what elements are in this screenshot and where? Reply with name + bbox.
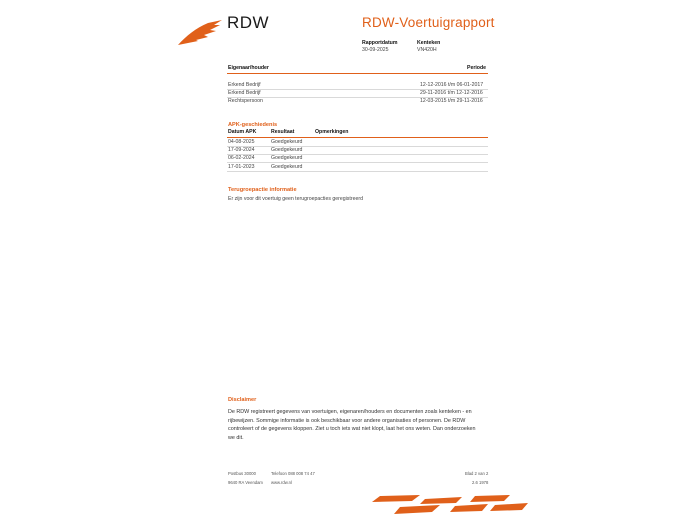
disclaimer-line-1: De RDW registreert gegevens van voertuigen, eigenaren/houders en documenten zoals kenteken - en bbox=[228, 409, 472, 415]
report-date-label: Rapportdatum bbox=[362, 40, 398, 46]
apk-remarks-column-header: Opmerkingen bbox=[315, 129, 349, 135]
apk-row-divider bbox=[227, 171, 488, 172]
footer-city: 9640 RA Veendam bbox=[228, 480, 263, 485]
apk-row-4-result: Goedgekeurd bbox=[271, 164, 303, 170]
owner-column-header: Eigenaar/houder bbox=[228, 65, 269, 71]
footer-postbus: Postbus 30000 bbox=[228, 471, 256, 476]
footer-code: 2.6 1978 bbox=[472, 480, 489, 485]
plate-value: VN420H bbox=[417, 47, 437, 53]
footer-phone: Telefoon 088 008 74 47 bbox=[271, 471, 315, 476]
apk-date-column-header: Datum APK bbox=[228, 129, 257, 135]
document-title: RDW-Voertuigrapport bbox=[362, 15, 495, 30]
disclaimer-line-3: controleert of de gegevens kloppen. Ziet u toch iets wat niet klopt, laat het ons weten. Dan onderzoeken bbox=[228, 426, 476, 432]
disclaimer-title: Disclaimer bbox=[228, 397, 257, 403]
plate-label: Kenteken bbox=[417, 40, 441, 46]
apk-row-1-result: Goedgekeurd bbox=[271, 139, 303, 145]
footer-web: www.rdw.nl bbox=[271, 480, 292, 485]
apk-header-rule bbox=[227, 137, 488, 138]
rdw-logo-icon bbox=[178, 20, 222, 46]
apk-row-divider bbox=[227, 154, 488, 155]
period-column-header: Periode bbox=[467, 65, 487, 71]
apk-row-2-result: Goedgekeurd bbox=[271, 147, 303, 153]
footer-stripes-graphic bbox=[370, 494, 530, 514]
owner-row-3-period: 12-03-2015 t/m 29-11-2016 bbox=[420, 98, 483, 104]
apk-row-divider bbox=[227, 162, 488, 163]
recall-section-title: Terugroepactie informatie bbox=[228, 187, 297, 193]
report-date: 30-09-2025 bbox=[362, 47, 389, 53]
footer-page-number: Blad 2 van 2 bbox=[465, 471, 489, 476]
apk-row-4-date: 17-01-2023 bbox=[228, 164, 255, 170]
apk-row-divider bbox=[227, 146, 488, 147]
apk-section-title: APK-geschiedenis bbox=[228, 122, 278, 128]
apk-row-2-date: 17-09-2024 bbox=[228, 147, 255, 153]
apk-row-3-date: 06-02-2024 bbox=[228, 155, 255, 161]
owner-row-2-owner: Erkend Bedrijf bbox=[228, 90, 261, 96]
disclaimer-text bbox=[228, 408, 490, 442]
disclaimer-line-2: rijbewijzen. Sommige informatie is ook beschikbaar voor andere organisaties of personen. De RDW bbox=[228, 417, 466, 424]
owner-row-3-owner: Rechtspersoon bbox=[228, 98, 263, 104]
brand-name: RDW bbox=[227, 13, 270, 32]
apk-result-column-header: Resultaat bbox=[271, 129, 295, 135]
owner-row-1-period: 12-12-2016 t/m 06-01-2017 bbox=[420, 82, 484, 88]
owner-row-1-owner: Erkend Bedrijf bbox=[228, 82, 261, 88]
apk-row-3-result: Goedgekeurd bbox=[271, 155, 303, 161]
disclaimer-line-4: we dit. bbox=[228, 434, 244, 441]
owners-header-rule bbox=[227, 73, 488, 74]
recall-text: Er zijn voor dit voertuig geen terugroepacties geregistreerd bbox=[228, 196, 363, 202]
apk-row-1-date: 04-08-2025 bbox=[228, 139, 255, 145]
owner-row-2-period: 29-11-2016 t/m 12-12-2016 bbox=[420, 90, 483, 96]
